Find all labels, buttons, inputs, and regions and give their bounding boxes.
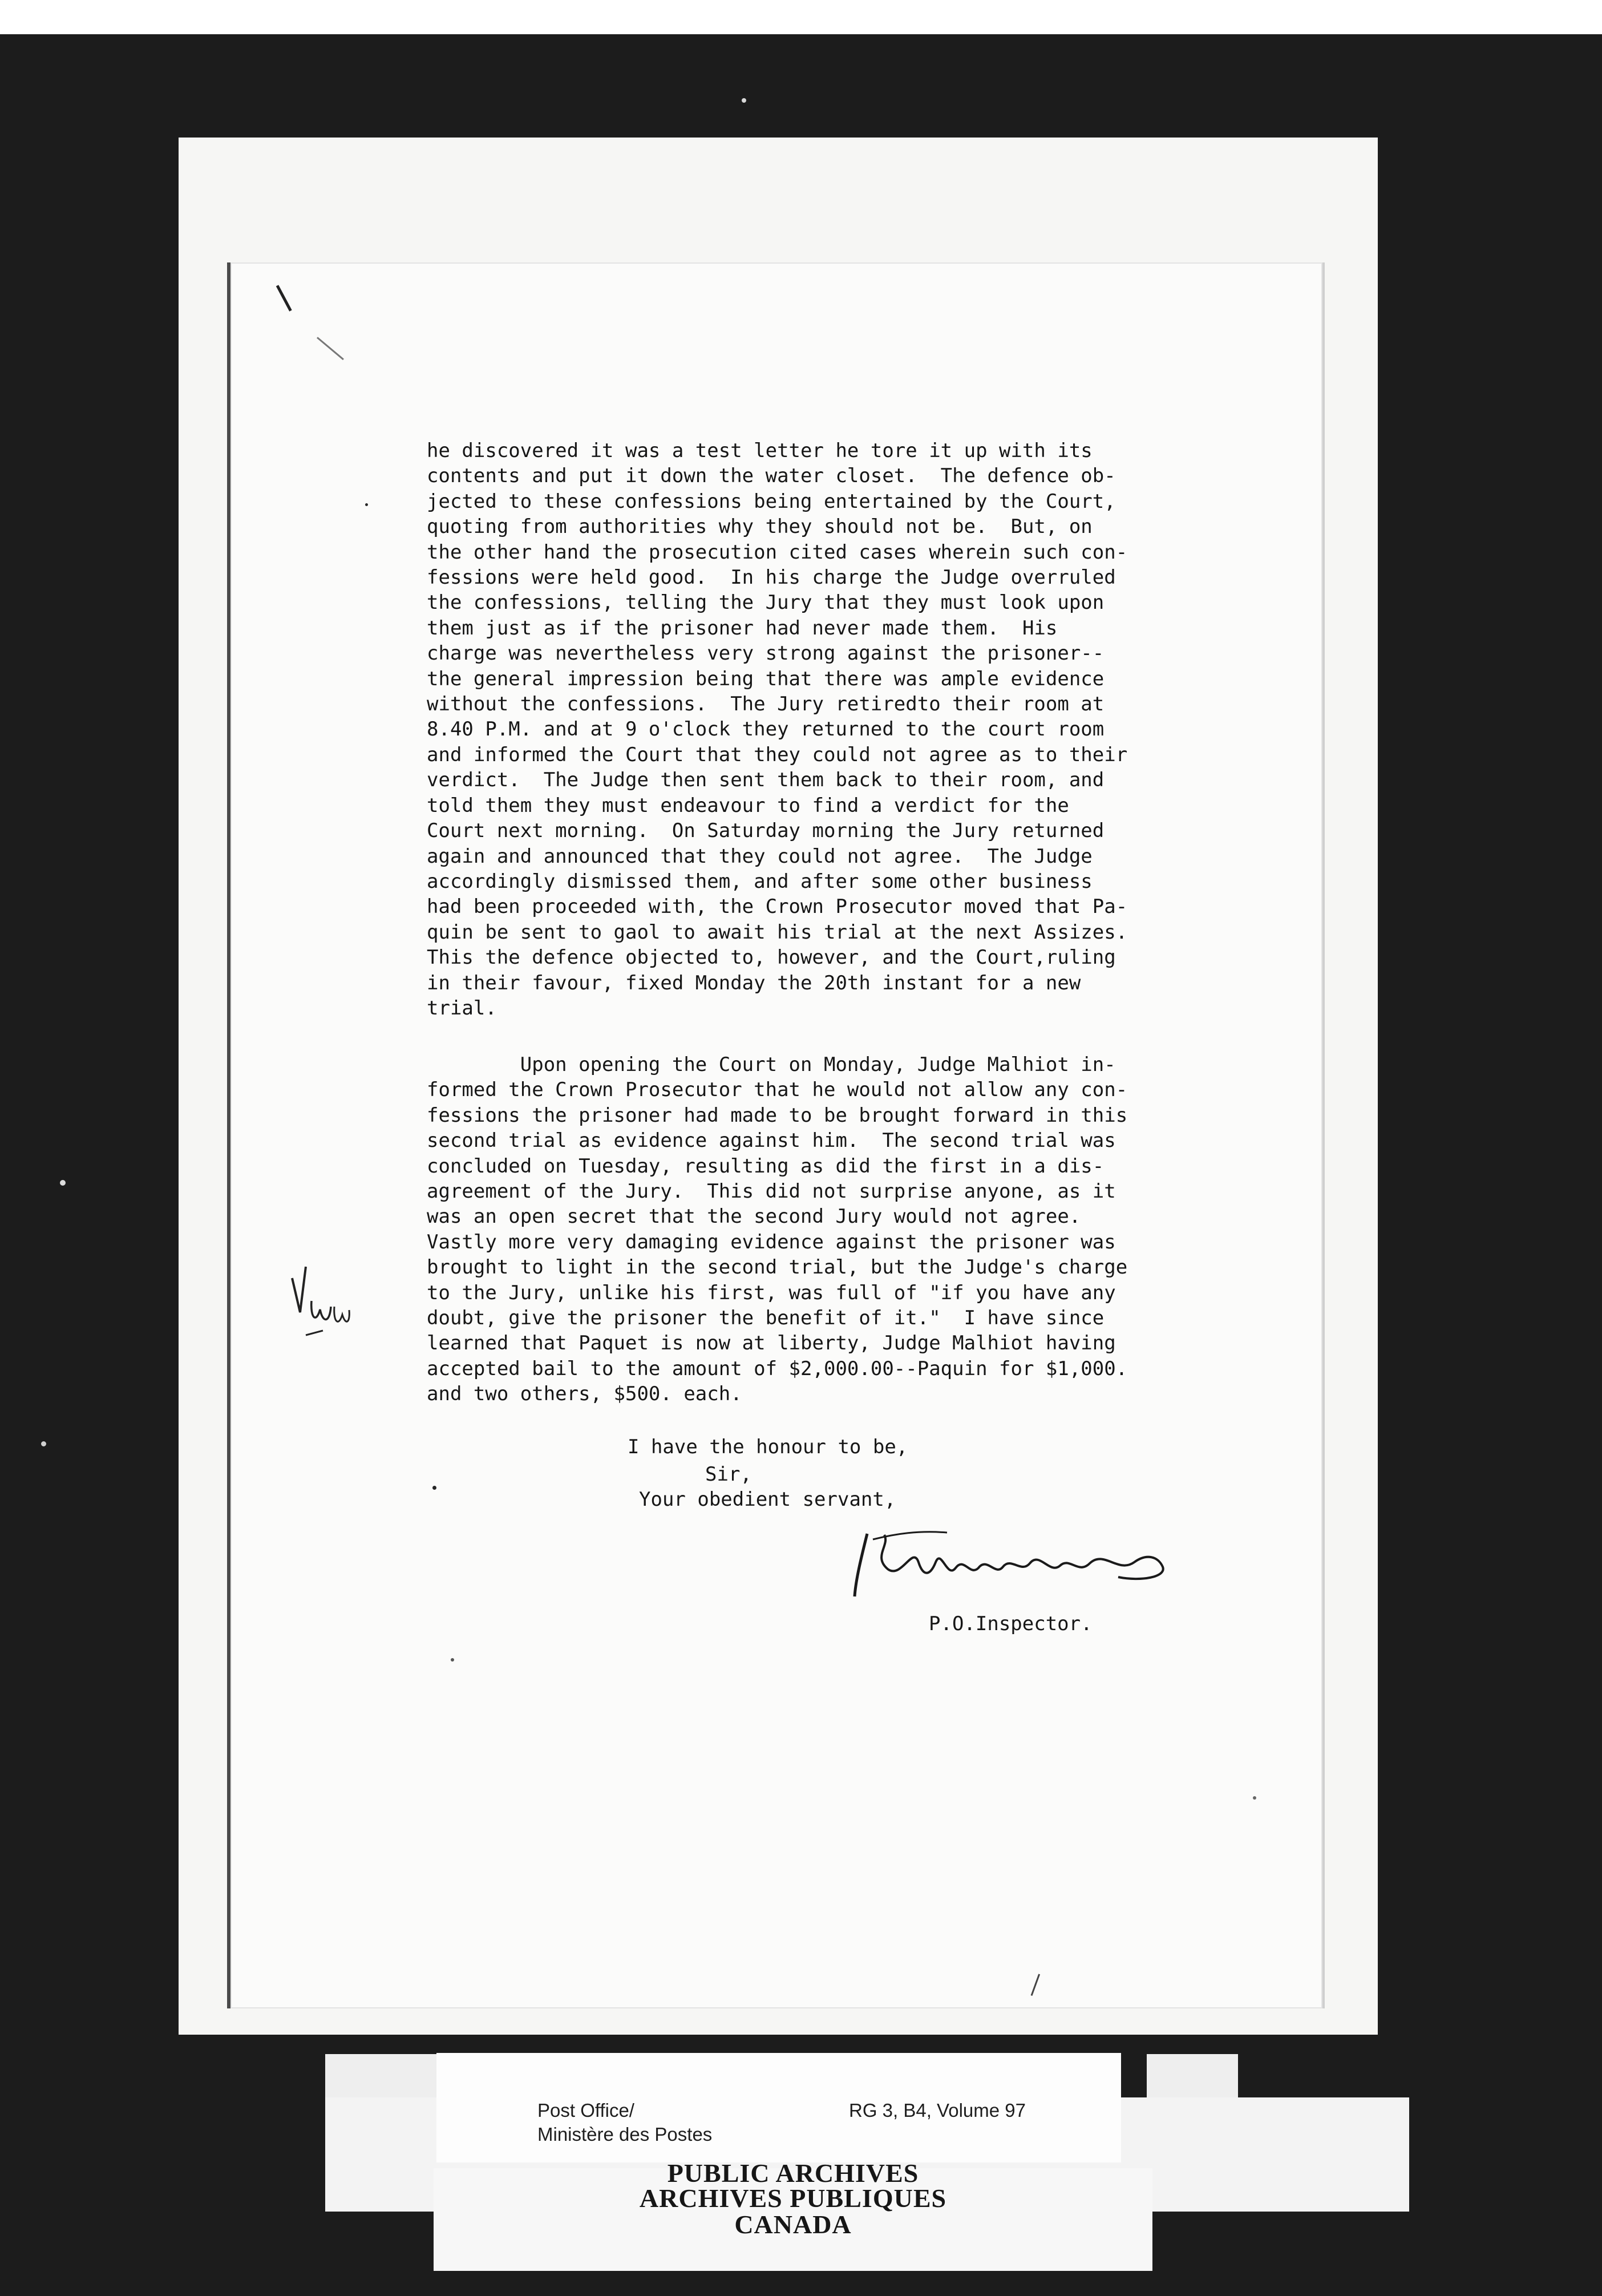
letter-paragraph_1-line: charge was nevertheless very strong against the prisoner-- xyxy=(427,642,1105,665)
letter-paragraph_2-line: learned that Paquet is now at liberty, Judge Malhiot having xyxy=(427,1332,1116,1355)
archives-country: CANADA xyxy=(734,2210,852,2239)
label-tab xyxy=(1147,2054,1238,2100)
scan-speck xyxy=(451,1658,454,1662)
letter-paragraph_1-line: in their favour, fixed Monday the 20th instant for a new xyxy=(427,971,1081,995)
letter-paragraph_1-line: the general impression being that there was ample evidence xyxy=(427,667,1105,690)
letter-paragraph_2-line: was an open secret that the second Jury would not agree. xyxy=(427,1205,1081,1228)
closing-salutation: Sir, xyxy=(705,1463,752,1486)
scan-speck xyxy=(60,1180,66,1186)
letter-paragraph_1-line: quoting from authorities why they should not be. But, on xyxy=(427,515,1093,539)
scan-speck xyxy=(41,1441,46,1446)
letter-paragraph_2-line: second trial as evidence against him. The second trial was xyxy=(427,1129,1116,1153)
letter-paragraph_1-line: fessions were held good. In his charge the Judge overruled xyxy=(427,566,1116,589)
letter-paragraph_1-line: the confessions, telling the Jury that they must look upon xyxy=(427,591,1105,615)
closing-servant: Your obedient servant, xyxy=(639,1488,896,1511)
letter-paragraph_1-line: quin be sent to gaol to await his trial at the next Assizes. xyxy=(427,920,1128,944)
letter-paragraph_1-line: told them they must endeavour to find a verdict for the xyxy=(427,794,1069,817)
closing-line: I have the honour to be, xyxy=(628,1436,908,1458)
letter-paragraph_1-line: and informed the Court that they could not agree as to their xyxy=(427,743,1128,766)
letter-paragraph_2-line: formed the Crown Prosecutor that he would not allow any con- xyxy=(427,1078,1128,1102)
letter-paragraph_2-line: concluded on Tuesday, resulting as did the first in a dis- xyxy=(427,1154,1105,1178)
department-en: Post Office/ xyxy=(537,2100,634,2121)
letter-paragraph-1 xyxy=(427,438,1248,1021)
letter-paragraph_1-line: This the defence objected to, however, and the Court,ruling xyxy=(427,946,1116,969)
archives-name-fr: ARCHIVES PUBLIQUES xyxy=(639,2184,947,2213)
letter-paragraph_1-line: he discovered it was a test letter he tore it up with its xyxy=(427,439,1093,462)
letter-paragraph_1-line: contents and put it down the water closet. The defence ob- xyxy=(427,464,1116,488)
handwritten-signature xyxy=(850,1522,1170,1602)
letter-paragraph_2-line: doubt, give the prisoner the benefit of it." I have since xyxy=(427,1307,1105,1330)
scan-speck xyxy=(432,1486,436,1490)
scan-speck xyxy=(365,503,368,506)
scan-speck xyxy=(742,98,746,103)
letter-paragraph_1-line: without the confessions. The Jury retiredto their room at xyxy=(427,693,1105,716)
letter-paragraph_2-line: brought to light in the second trial, but the Judge's charge xyxy=(427,1256,1128,1279)
letter-paragraph_1-line: trial. xyxy=(427,996,497,1020)
letter-paragraph_2-line: Upon opening the Court on Monday, Judge Malhiot in- xyxy=(427,1053,1116,1076)
margin-initials-mark xyxy=(289,1255,351,1341)
letter-paragraph_2-line: to the Jury, unlike his first, was full of "if you have any xyxy=(427,1281,1116,1304)
letter-paragraph_2-line: fessions the prisoner had made to be brought forward in this xyxy=(427,1103,1128,1127)
letter-paragraph_2-line: and two others, $500. each. xyxy=(427,1383,742,1406)
letter-paragraph_1-line: them just as if the prisoner had never made them. His xyxy=(427,616,1058,640)
signature-title: P.O.Inspector. xyxy=(929,1612,1093,1635)
letter-paragraph_1-line: Court next morning. On Saturday morning the Jury returned xyxy=(427,819,1105,843)
letter-paragraph_1-line: jected to these confessions being entertained by the Court, xyxy=(427,490,1116,513)
letter-paragraph_1-line: had been proceeded with, the Crown Prosecutor moved that Pa- xyxy=(427,895,1128,919)
letter-paragraph_1-line: accordingly dismissed them, and after some other business xyxy=(427,870,1093,893)
letter-paragraph_2-line: agreement of the Jury. This did not surprise anyone, as it xyxy=(427,1180,1116,1203)
scan-speck xyxy=(1253,1796,1256,1800)
letter-paragraph_1-line: 8.40 P.M. and at 9 o'clock they returned to the court room xyxy=(427,718,1105,741)
department-fr: Ministère des Postes xyxy=(537,2124,713,2145)
letter-paragraph_2-line: accepted bail to the amount of $2,000.00--Paquin for $1,000. xyxy=(427,1357,1128,1380)
archives-name-en: PUBLIC ARCHIVES xyxy=(667,2158,919,2188)
letter-paragraph_1-line: the other hand the prosecution cited cases wherein such con- xyxy=(427,540,1128,564)
letter-paragraph-2 xyxy=(427,1052,1248,1407)
letter-paragraph_1-line: verdict. The Judge then sent them back to their room, and xyxy=(427,769,1105,792)
archive-reference: RG 3, B4, Volume 97 xyxy=(849,2100,1026,2121)
letter-paragraph_1-line: again and announced that they could not agree. The Judge xyxy=(427,844,1093,868)
letter-paragraph_2-line: Vastly more very damaging evidence against the prisoner was xyxy=(427,1230,1116,1254)
